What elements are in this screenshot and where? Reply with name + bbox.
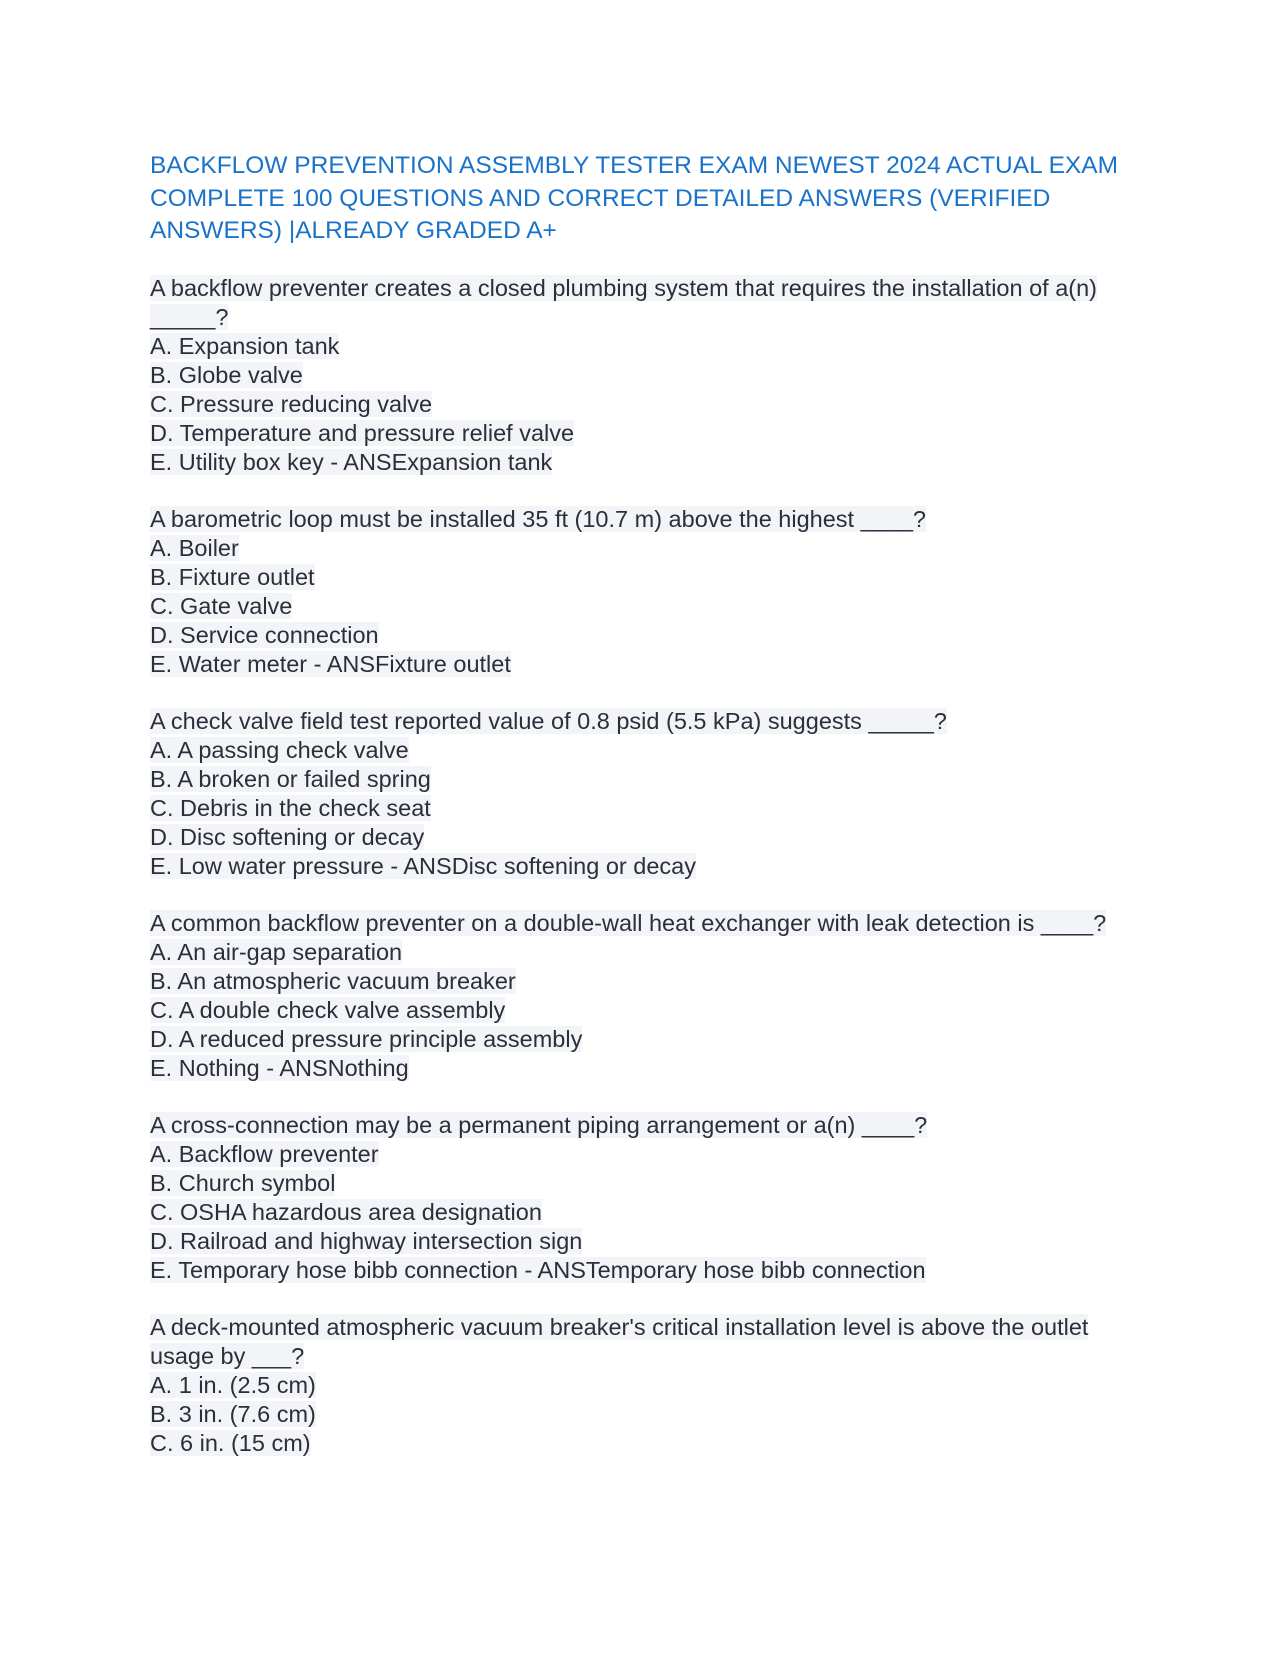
answer-option: A. A passing check valve: [150, 736, 409, 763]
question-block: [150, 707, 1130, 881]
question-stem: A backflow preventer creates a closed plumbing system that requires the installation of a(n) _____?: [150, 274, 1098, 330]
answer-option: C. A double check valve assembly: [150, 996, 506, 1023]
question-stem: A cross-connection may be a permanent piping arrangement or a(n) ____?: [150, 1111, 928, 1138]
answer-option: B. A broken or failed spring: [150, 765, 431, 792]
answer-option: D. Temperature and pressure relief valve: [150, 419, 575, 446]
answer-option: E. Water meter - ANSFixture outlet: [150, 650, 511, 677]
answer-option: B. An atmospheric vacuum breaker: [150, 967, 516, 994]
answer-option: C. Gate valve: [150, 592, 293, 619]
answer-option: D. Service connection: [150, 621, 379, 648]
answer-option: B. 3 in. (7.6 cm): [150, 1400, 316, 1427]
question-stem: A check valve field test reported value of 0.8 psid (5.5 kPa) suggests _____?: [150, 707, 947, 734]
answer-option: E. Nothing - ANSNothing: [150, 1054, 409, 1081]
answer-option: A. 1 in. (2.5 cm): [150, 1371, 316, 1398]
answer-option: D. A reduced pressure principle assembly: [150, 1025, 583, 1052]
question-block: [150, 909, 1130, 1083]
question-stem: A deck-mounted atmospheric vacuum breaker's critical installation level is above the outlet usage by ___?: [150, 1313, 1089, 1369]
question-stem: A barometric loop must be installed 35 ft (10.7 m) above the highest ____?: [150, 505, 926, 532]
answer-option: E. Utility box key - ANSExpansion tank: [150, 448, 553, 475]
question-block: [150, 1111, 1130, 1285]
question-stem: A common backflow preventer on a double-wall heat exchanger with leak detection is ____?: [150, 909, 1107, 936]
answer-option: A. Boiler: [150, 534, 239, 561]
document-page: [150, 150, 1130, 1486]
document-title: BACKFLOW PREVENTION ASSEMBLY TESTER EXAM NEWEST 2024 ACTUAL EXAM COMPLETE 100 QUESTIONS AND CORRECT DETAILED ANSWERS (VERIFIED ANSWERS) |ALREADY GRADED A+: [150, 152, 1119, 244]
question-block: [150, 505, 1130, 679]
answer-option: D. Railroad and highway intersection sign: [150, 1227, 583, 1254]
question-block: [150, 274, 1130, 477]
answer-option: E. Low water pressure - ANSDisc softening or decay: [150, 852, 696, 879]
question-block: [150, 1313, 1130, 1458]
answer-option: A. Expansion tank: [150, 332, 340, 359]
answer-option: E. Temporary hose bibb connection - ANSTemporary hose bibb connection: [150, 1256, 926, 1283]
answer-option: B. Globe valve: [150, 361, 303, 388]
answer-option: C. Pressure reducing valve: [150, 390, 433, 417]
answer-option: B. Fixture outlet: [150, 563, 315, 590]
answer-option: A. An air-gap separation: [150, 938, 403, 965]
answer-option: C. Debris in the check seat: [150, 794, 431, 821]
answer-option: B. Church symbol: [150, 1169, 336, 1196]
answer-option: C. 6 in. (15 cm): [150, 1429, 311, 1456]
answer-option: C. OSHA hazardous area designation: [150, 1198, 542, 1225]
answer-option: D. Disc softening or decay: [150, 823, 425, 850]
answer-option: A. Backflow preventer: [150, 1140, 379, 1167]
